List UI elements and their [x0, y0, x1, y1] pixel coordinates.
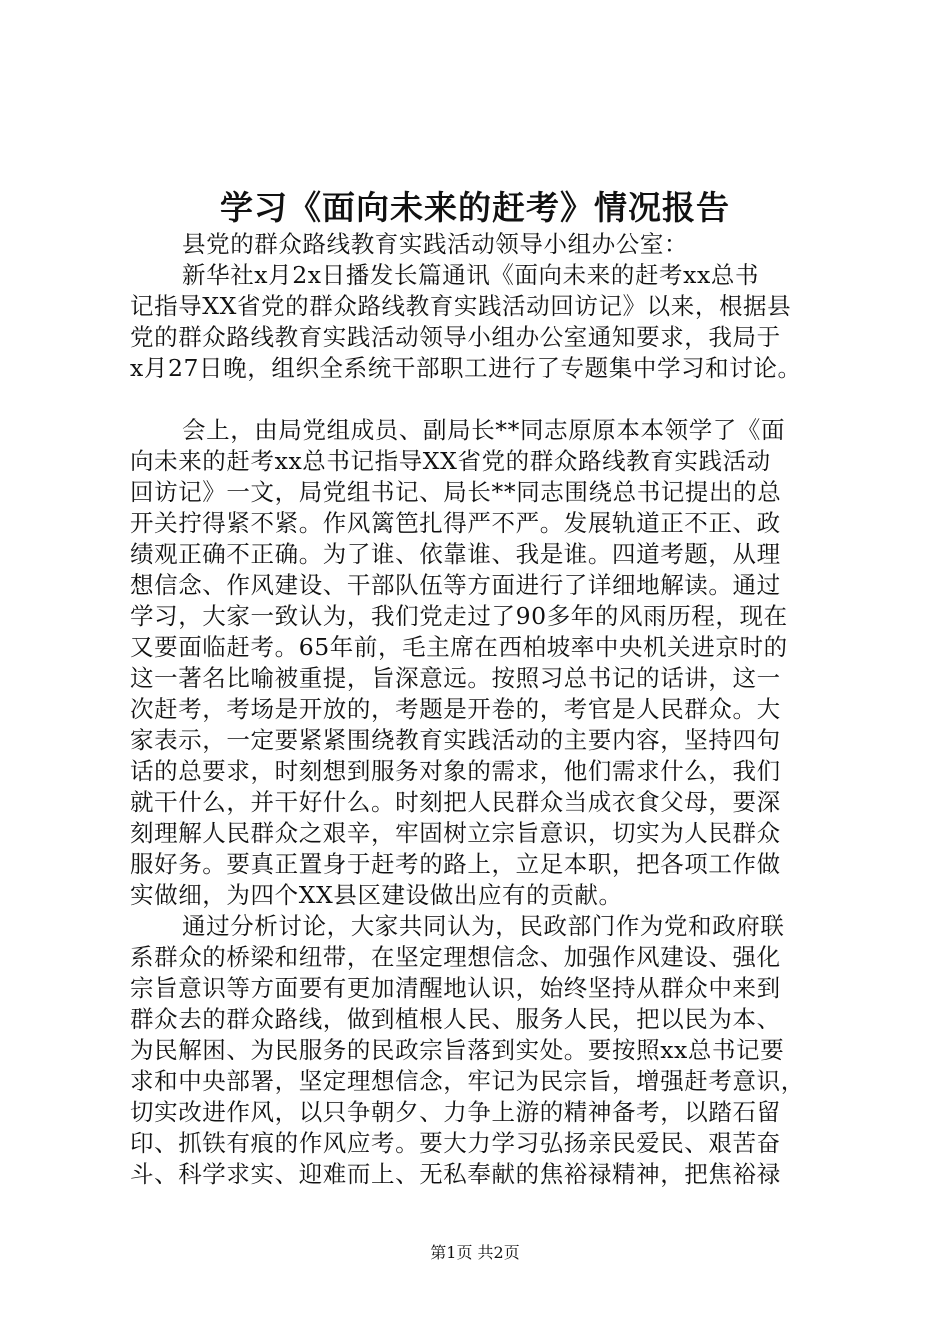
- paragraph-line: 这一著名比喻被重提，旨深意远。按照习总书记的话讲，这一: [130, 664, 781, 692]
- paragraph-line: 服好务。要真正置身于赶考的路上，立足本职，把各项工作做: [130, 850, 781, 878]
- paragraph-line: 宗旨意识等方面要有更加清醒地认识，始终坚持从群众中来到: [130, 974, 781, 1002]
- paragraph-line: x月27日晚，组织全系统干部职工进行了专题集中学习和讨论。: [130, 354, 802, 382]
- paragraph-line: 党的群众路线教育实践活动领导小组办公室通知要求，我局于: [130, 323, 781, 351]
- paragraph-line: 斗、科学求实、迎难而上、无私奉献的焦裕禄精神，把焦裕禄: [130, 1160, 781, 1188]
- document-body: [130, 229, 850, 1190]
- page-number: 第1页 共2页: [430, 1243, 520, 1262]
- paragraph-line: 求和中央部署，坚定理想信念，牢记为民宗旨，增强赶考意识，: [130, 1067, 805, 1095]
- paragraph-line: 次赶考，考场是开放的，考题是开卷的，考官是人民群众。大: [130, 695, 781, 723]
- paragraph-line: 又要面临赶考。65年前，毛主席在西柏坡率中央机关进京时的: [130, 633, 788, 661]
- salutation-line: 县党的群众路线教育实践活动领导小组办公室：: [182, 230, 689, 258]
- paragraph-line: 学习，大家一致认为，我们党走过了90多年的风雨历程，现在: [130, 602, 788, 630]
- paragraph-line: 刻理解人民群众之艰辛，牢固树立宗旨意识，切实为人民群众: [130, 819, 781, 847]
- paragraph-line: 回访记》一文，局党组书记、局长**同志围绕总书记提出的总: [130, 478, 782, 506]
- paragraph-line: 向未来的赶考xx总书记指导XX省党的群众路线教育实践活动: [130, 447, 771, 475]
- paragraph-line: 绩观正确不正确。为了谁、依靠谁、我是谁。四道考题，从理: [130, 540, 781, 568]
- paragraph-gap: [130, 384, 850, 415]
- document-title: 学习《面向未来的赶考》情况报告: [220, 188, 730, 227]
- paragraph-line: 为民解困、为民服务的民政宗旨落到实处。要按照xx总书记要: [130, 1036, 785, 1064]
- paragraph-line: 想信念、作风建设、干部队伍等方面进行了详细地解读。通过: [130, 571, 781, 599]
- paragraph-line: 通过分析讨论，大家共同认为，民政部门作为党和政府联: [182, 912, 785, 940]
- paragraph-line: 就干什么，并干好什么。时刻把人民群众当成衣食父母，要深: [130, 788, 781, 816]
- paragraph-line: 话的总要求，时刻想到服务对象的需求，他们需求什么，我们: [130, 757, 781, 785]
- paragraph-line: 记指导XX省党的群众路线教育实践活动回访记》以来，根据县: [130, 292, 792, 320]
- paragraph-line: 新华社x月2x日播发长篇通讯《面向未来的赶考xx总书: [182, 261, 760, 289]
- paragraph-line: 实做细，为四个XX县区建设做出应有的贡献。: [130, 881, 623, 909]
- paragraph-line: 群众去的群众路线，做到植根人民、服务人民，把以民为本、: [130, 1005, 781, 1033]
- paragraph-line: 系群众的桥梁和纽带，在坚定理想信念、加强作风建设、强化: [130, 943, 781, 971]
- paragraph-line: 家表示，一定要紧紧围绕教育实践活动的主要内容，坚持四句: [130, 726, 781, 754]
- paragraph-line: 切实改进作风，以只争朝夕、力争上游的精神备考，以踏石留: [130, 1098, 781, 1126]
- paragraph-line: 开关拧得紧不紧。作风篱笆扎得严不严。发展轨道正不正、政: [130, 509, 781, 537]
- paragraph-line: 印、抓铁有痕的作风应考。要大力学习弘扬亲民爱民、艰苦奋: [130, 1129, 781, 1157]
- paragraph-line: 会上，由局党组成员、副局长**同志原原本本领学了《面: [182, 416, 786, 444]
